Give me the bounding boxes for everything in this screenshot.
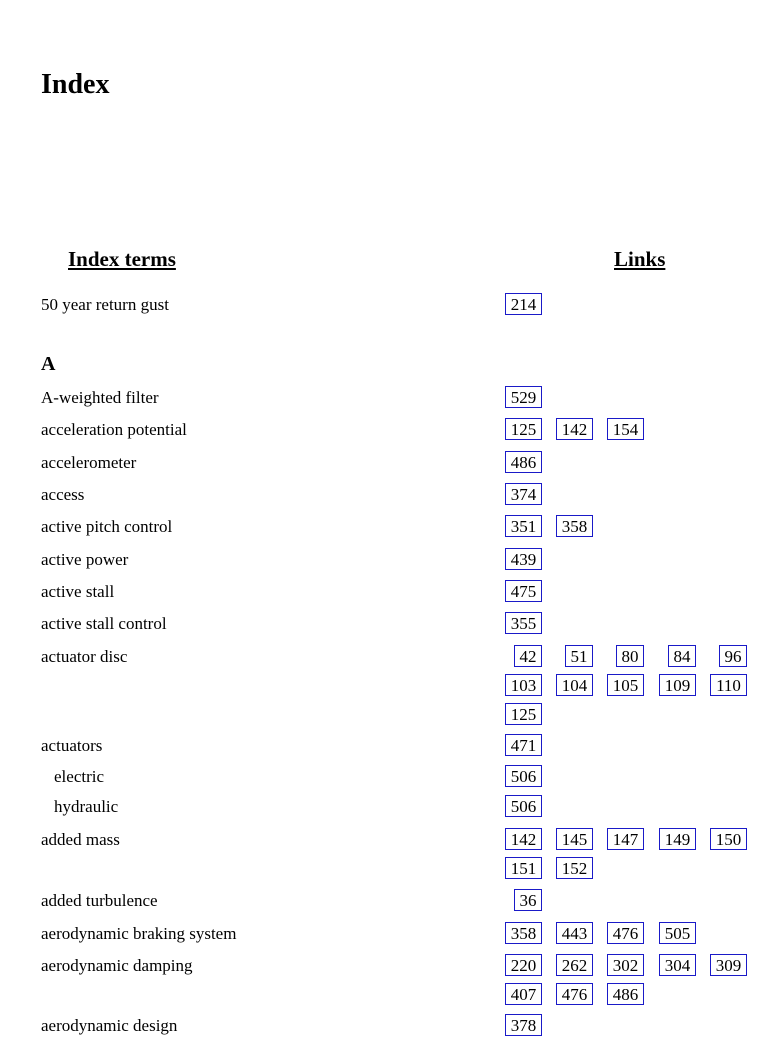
index-term: access [41,485,85,504]
page-link[interactable]: 506 [505,765,542,787]
page-link[interactable]: 304 [659,954,696,976]
page-link[interactable]: 104 [556,674,593,696]
page-link[interactable]: 149 [659,828,696,850]
page-link[interactable]: 103 [505,674,542,696]
index-term: actuator disc [41,647,128,666]
section-letter: A [41,353,56,375]
page-link[interactable]: 476 [607,922,644,944]
page-link[interactable]: 486 [607,983,644,1005]
page-link[interactable]: 105 [607,674,644,696]
page-link[interactable]: 351 [505,515,542,537]
index-term: aerodynamic damping [41,956,193,975]
index-term: actuators [41,736,103,755]
links-header: Links [614,247,666,271]
page-link[interactable]: 142 [556,418,593,440]
page-link[interactable]: 407 [505,983,542,1005]
page-link[interactable]: 109 [659,674,696,696]
page-link[interactable]: 110 [710,674,747,696]
index-term: active stall [41,582,115,601]
page-link[interactable]: 80 [616,645,644,667]
page-link[interactable]: 152 [556,857,593,879]
page-link[interactable]: 374 [505,483,542,505]
page-link[interactable]: 151 [505,857,542,879]
index-terms-header: Index terms [68,247,176,271]
page-link[interactable]: 443 [556,922,593,944]
page-link[interactable]: 476 [556,983,593,1005]
page-link[interactable]: 358 [505,922,542,944]
page-title: Index [41,69,110,100]
page-link[interactable]: 145 [556,828,593,850]
index-term: active stall control [41,614,167,633]
index-term: active power [41,550,129,569]
page-link[interactable]: 154 [607,418,644,440]
page-link[interactable]: 84 [668,645,696,667]
page-link[interactable]: 125 [505,418,542,440]
page-link[interactable]: 358 [556,515,593,537]
index-term: A-weighted filter [41,388,159,407]
index-term: added turbulence [41,891,158,910]
page-link[interactable]: 125 [505,703,542,725]
page-link[interactable]: 302 [607,954,644,976]
page-link[interactable]: 471 [505,734,542,756]
page-link[interactable]: 506 [505,795,542,817]
page-link[interactable]: 220 [505,954,542,976]
page-link[interactable]: 214 [505,293,542,315]
page-link[interactable]: 378 [505,1014,542,1036]
page-link[interactable]: 147 [607,828,644,850]
page-link[interactable]: 439 [505,548,542,570]
page-link[interactable]: 262 [556,954,593,976]
index-term: aerodynamic braking system [41,924,237,943]
index-term: active pitch control [41,517,173,536]
index-subterm: electric [54,767,105,786]
page-link[interactable]: 150 [710,828,747,850]
index-term: acceleration potential [41,420,187,439]
index-term: 50 year return gust [41,295,169,314]
page-link[interactable]: 51 [565,645,593,667]
page-link[interactable]: 42 [514,645,542,667]
page-link[interactable]: 355 [505,612,542,634]
page-link[interactable]: 505 [659,922,696,944]
page-link[interactable]: 36 [514,889,542,911]
page-link[interactable]: 529 [505,386,542,408]
page-link[interactable]: 486 [505,451,542,473]
page-link[interactable]: 142 [505,828,542,850]
index-term: accelerometer [41,453,137,472]
index-term: aerodynamic design [41,1016,178,1035]
index-term: added mass [41,830,120,849]
index-subterm: hydraulic [54,797,119,816]
page-link[interactable]: 309 [710,954,747,976]
page-link[interactable]: 96 [719,645,747,667]
page-link[interactable]: 475 [505,580,542,602]
